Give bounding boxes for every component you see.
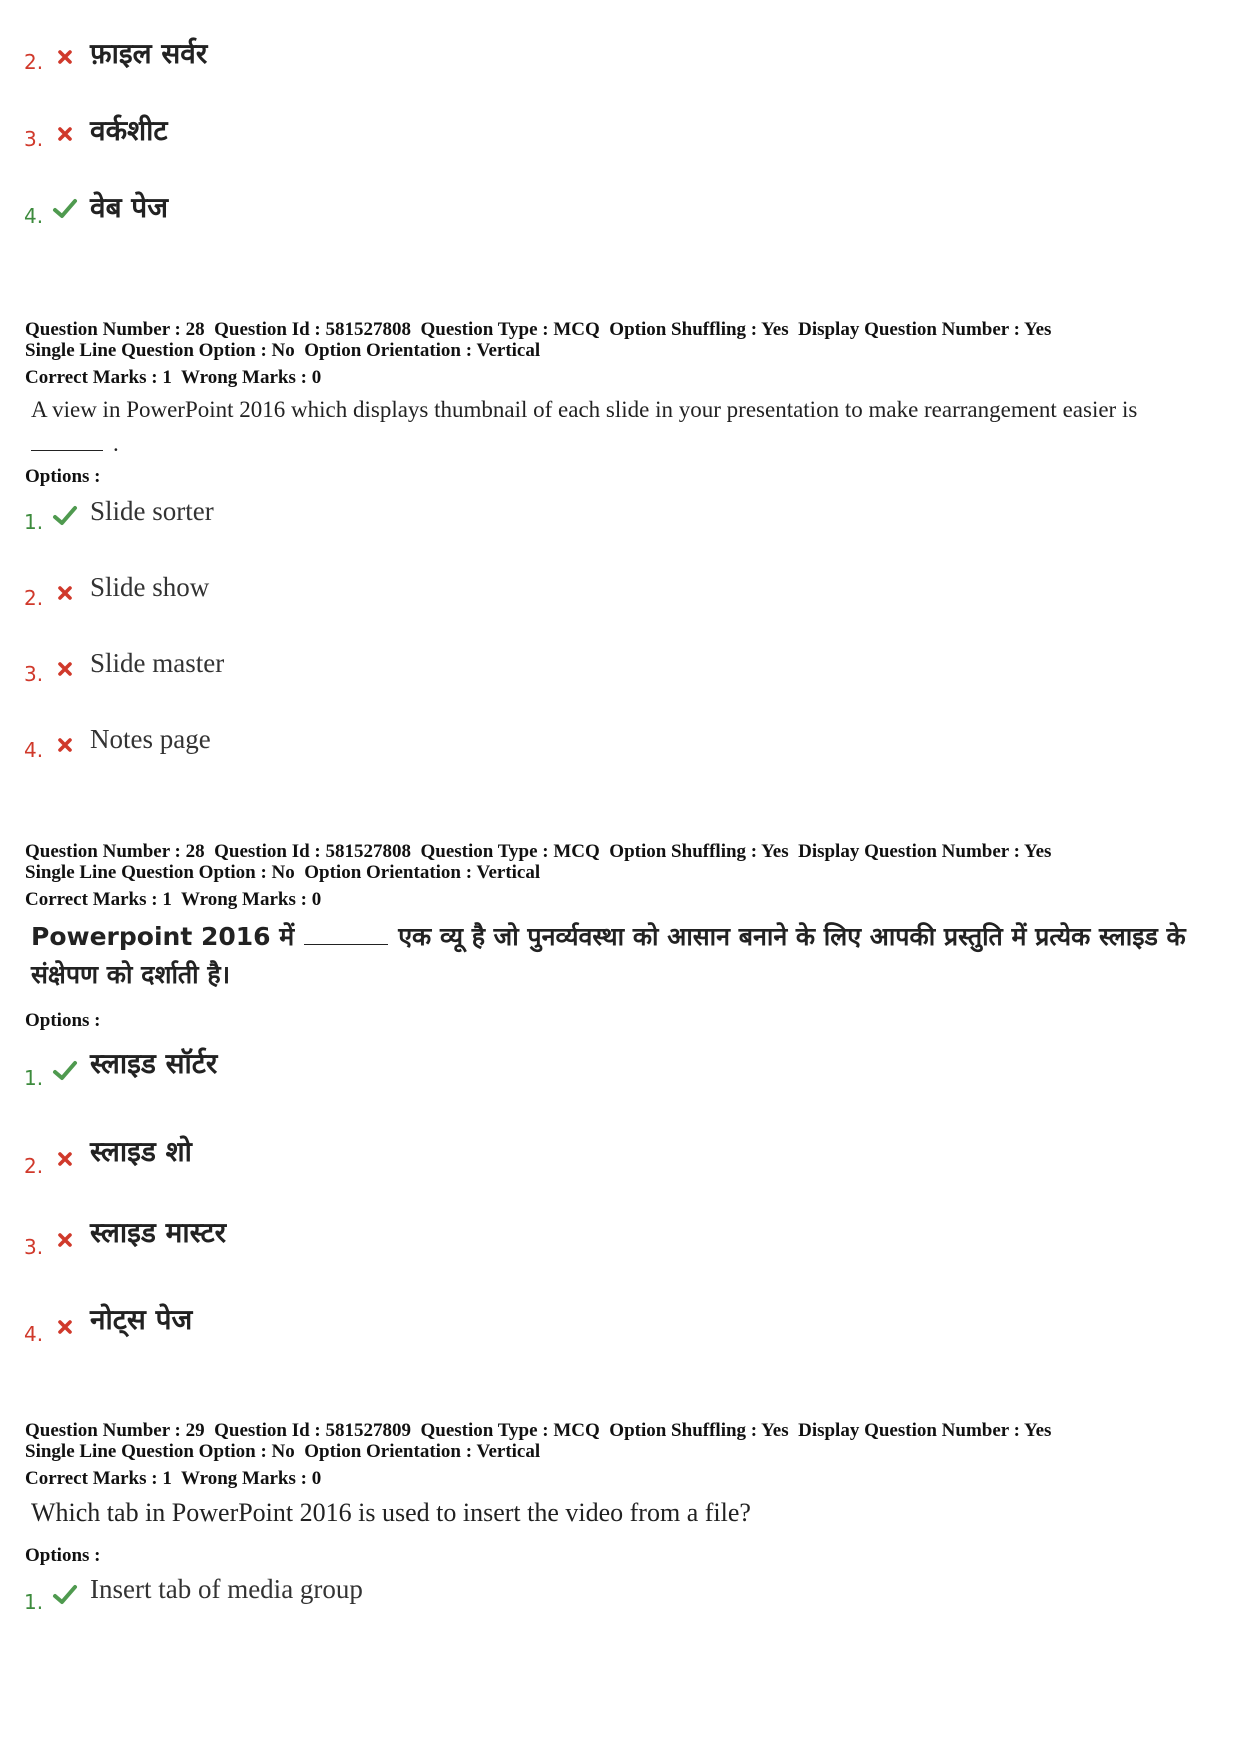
question-text-part1: Powerpoint 2016 में	[31, 922, 295, 951]
question-text-main: A view in PowerPoint 2016 which displays thumbnail of each slide in your presentation to make rearrangement easier is	[31, 397, 1138, 422]
option-text: Slide master	[90, 648, 225, 678]
option-text: स्लाइड शो	[90, 1135, 192, 1168]
option-text: Insert tab of media group	[90, 1574, 363, 1604]
question-meta: Single Line Question Option : No Option Orientation : Vertical	[25, 1441, 541, 1462]
question-text	[31, 918, 1221, 994]
option-text: Slide show	[90, 572, 210, 602]
option-number: 1.	[24, 510, 44, 534]
option-number: 4.	[24, 204, 44, 228]
answer-blank	[304, 924, 388, 945]
cross-icon	[52, 580, 78, 606]
option-number: 3.	[24, 662, 44, 686]
question-text-part2: एक व्यू है जो पुनर्व्यवस्था को आसान बनाने के लिए आपकी प्रस्तुति में प्रत्येक स्लाइड के संक्षेपण को दर्शाती है।	[31, 922, 1186, 989]
option-text: स्लाइड मास्टर	[90, 1216, 227, 1249]
option-text: फ़ाइल सर्वर	[90, 37, 208, 70]
cross-icon	[52, 1314, 78, 1340]
question-meta: Question Number : 29 Question Id : 581527809 Question Type : MCQ Option Shuffling : Yes Display Question Number : Yes	[25, 1420, 1052, 1441]
option-text: स्लाइड सॉर्टर	[90, 1047, 218, 1080]
question-text: Which tab in PowerPoint 2016 is used to insert the video from a file?	[31, 1498, 751, 1527]
option-text: Notes page	[90, 724, 211, 754]
option-number: 1.	[24, 1066, 44, 1090]
answer-blank	[31, 430, 103, 451]
question-meta: Question Number : 28 Question Id : 581527808 Question Type : MCQ Option Shuffling : Yes Display Question Number : Yes	[25, 319, 1052, 340]
option-text: वेब पेज	[90, 191, 168, 224]
cross-icon	[52, 656, 78, 682]
option-number: 1.	[24, 1590, 44, 1614]
option-text: Slide sorter	[90, 496, 214, 526]
cross-icon	[52, 732, 78, 758]
cross-icon	[52, 44, 78, 70]
cross-icon	[52, 1146, 78, 1172]
option-number: 3.	[24, 1235, 44, 1259]
question-meta: Single Line Question Option : No Option Orientation : Vertical	[25, 862, 541, 883]
option-text: नोट्स पेज	[90, 1303, 193, 1336]
question-text-end: .	[113, 431, 119, 456]
question-marks: Correct Marks : 1 Wrong Marks : 0	[25, 367, 322, 388]
question-marks: Correct Marks : 1 Wrong Marks : 0	[25, 1468, 322, 1489]
question-meta: Question Number : 28 Question Id : 581527808 Question Type : MCQ Option Shuffling : Yes Display Question Number : Yes	[25, 841, 1052, 862]
option-number: 4.	[24, 738, 44, 762]
check-icon	[52, 196, 78, 222]
options-label: Options :	[25, 1545, 101, 1566]
option-number: 2.	[24, 586, 44, 610]
option-number: 3.	[24, 127, 44, 151]
check-icon	[52, 1582, 78, 1608]
cross-icon	[52, 1227, 78, 1253]
option-text: वर्कशीट	[90, 114, 168, 147]
check-icon	[52, 503, 78, 529]
option-number: 4.	[24, 1322, 44, 1346]
question-meta: Single Line Question Option : No Option Orientation : Vertical	[25, 340, 541, 361]
options-label: Options :	[25, 466, 101, 487]
check-icon	[52, 1058, 78, 1084]
option-number: 2.	[24, 50, 44, 74]
question-marks: Correct Marks : 1 Wrong Marks : 0	[25, 889, 322, 910]
option-number: 2.	[24, 1154, 44, 1178]
cross-icon	[52, 121, 78, 147]
options-label: Options :	[25, 1010, 101, 1031]
question-text	[31, 393, 1221, 461]
